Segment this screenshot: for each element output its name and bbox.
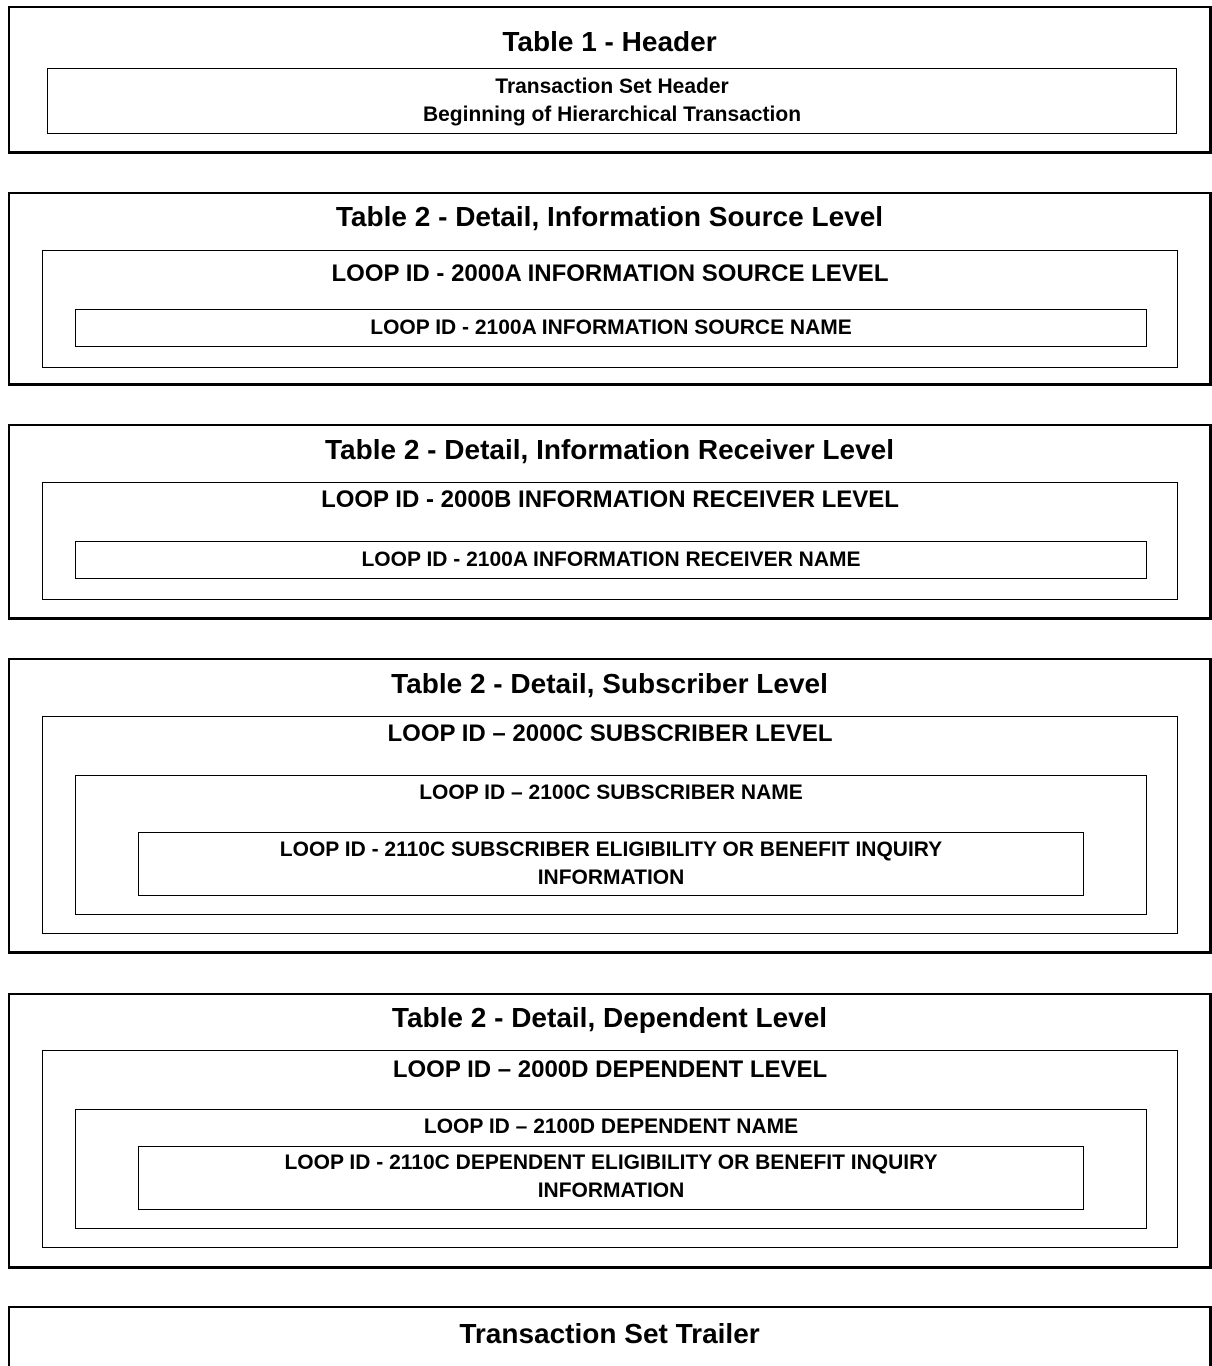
loop-2100c-label: LOOP ID – 2100C SUBSCRIBER NAME	[419, 781, 803, 804]
loop-2000b-label: LOOP ID - 2000B INFORMATION RECEIVER LEVEL	[321, 486, 899, 513]
loop-2100a-receiver-label: LOOP ID - 2100A INFORMATION RECEIVER NAME	[361, 548, 861, 571]
loop-2100a-source-label: LOOP ID - 2100A INFORMATION SOURCE NAME	[370, 316, 852, 339]
loop-2100a-receiver-box	[75, 541, 1147, 579]
information-source-table-title: Table 2 - Detail, Information Source Level	[335, 201, 884, 232]
subscriber-table	[8, 658, 1212, 954]
loop-2110c-subscriber-label-line2: INFORMATION	[537, 866, 685, 889]
trailer-table	[8, 1306, 1212, 1366]
header-table-title: Table 1 - Header	[502, 26, 717, 57]
loop-2000c-box	[42, 716, 1178, 934]
subscriber-table-title: Table 2 - Detail, Subscriber Level	[391, 668, 828, 699]
loop-2000a-label: LOOP ID - 2000A INFORMATION SOURCE LEVEL	[331, 260, 889, 287]
information-receiver-table	[8, 424, 1212, 620]
transaction-set-header-label: Transaction Set Header	[495, 75, 729, 98]
dependent-table-title: Table 2 - Detail, Dependent Level	[391, 1002, 828, 1033]
information-source-table	[8, 192, 1212, 386]
information-receiver-table-title: Table 2 - Detail, Information Receiver Level	[325, 434, 894, 465]
loop-2110c-dependent-label-line1: LOOP ID - 2110C DEPENDENT ELIGIBILITY OR BENEFIT INQUIRY	[284, 1151, 938, 1174]
loop-2000d-box	[42, 1050, 1178, 1248]
trailer-table-title: Transaction Set Trailer	[459, 1318, 760, 1349]
loop-2110c-subscriber-label-line1: LOOP ID - 2110C SUBSCRIBER ELIGIBILITY OR BENEFIT INQUIRY	[279, 838, 943, 861]
transaction-set-header-box	[47, 68, 1177, 134]
loop-2110c-subscriber-box	[138, 832, 1084, 896]
loop-2100d-label: LOOP ID – 2100D DEPENDENT NAME	[423, 1115, 799, 1138]
loop-2100a-source-box	[75, 309, 1147, 347]
loop-2000b-box	[42, 482, 1178, 600]
loop-2110c-dependent-label-line2: INFORMATION	[537, 1179, 685, 1202]
dependent-table	[8, 993, 1212, 1269]
loop-2100c-box	[75, 775, 1147, 915]
loop-2000c-label: LOOP ID – 2000C SUBSCRIBER LEVEL	[387, 720, 833, 747]
loop-2100d-box	[75, 1109, 1147, 1229]
beginning-hierarchical-transaction-label: Beginning of Hierarchical Transaction	[422, 103, 802, 126]
loop-2000d-label: LOOP ID – 2000D DEPENDENT LEVEL	[392, 1056, 828, 1083]
loop-2000a-box	[42, 250, 1178, 368]
header-table	[8, 6, 1212, 154]
loop-2110c-dependent-box	[138, 1146, 1084, 1210]
